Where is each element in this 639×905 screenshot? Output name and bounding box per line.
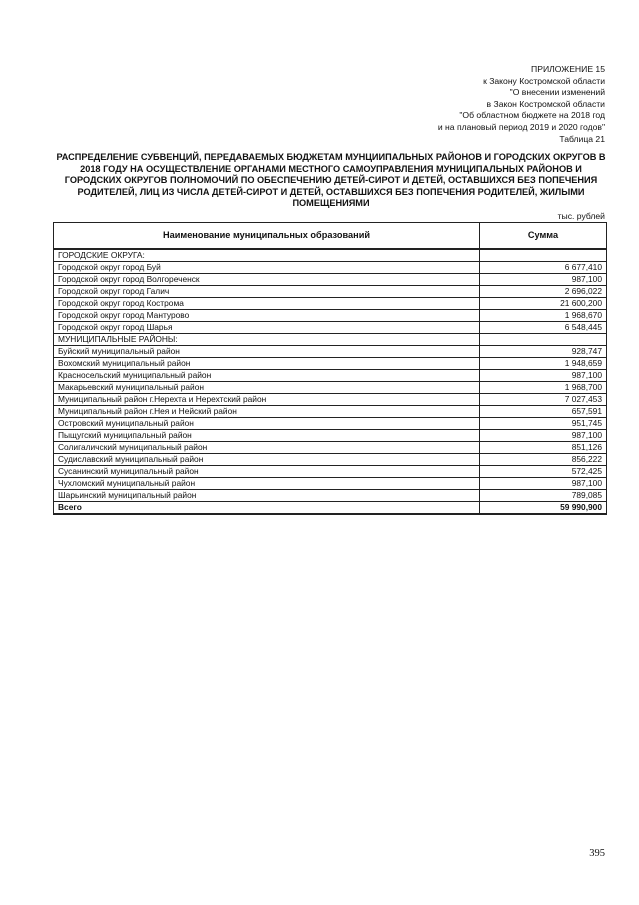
header-sum: Сумма: [480, 223, 607, 250]
table-row: [54, 346, 607, 358]
row-name: Чухломский муниципальный район: [54, 478, 480, 490]
total-row: [54, 502, 607, 515]
page-number: 395: [589, 848, 605, 859]
row-sum: 1 948,659: [480, 358, 607, 370]
table-row: [54, 262, 607, 274]
table-row: [54, 442, 607, 454]
row-sum: 987,100: [480, 430, 607, 442]
annex-line: в Закон Костромской области: [486, 98, 605, 109]
table-row: [54, 370, 607, 382]
row-name: Шарьинский муниципальный район: [54, 490, 480, 502]
annex-line: "О внесении изменений: [509, 87, 605, 98]
document-title: РАСПРЕДЕЛЕНИЕ СУБВЕНЦИЙ, ПЕРЕДАВАЕМЫХ БЮДЖЕТАМ МУНЦИИПАЛЬНЫХ РАЙОНОВ И ГОРОДСКИХ ОКРУГОВ В 2018 ГОДУ НА ОСУЩЕСТВЛЕНИЕ ОРГАНАМИ МЕСТНОГО САМОУПРАВЛЕНИЯ МУНИЦИПАЛЬНЫХ РАЙОНОВ И ГОРОДСКИХ ОКРУГОВ ПОЛНОМОЧИЙ ПО ОБЕСПЕЧЕНИЮ ДЕТЕЙ-СИРОТ И ДЕТЕЙ, ОСТАВШИХСЯ БЕЗ ПОПЕЧЕНИЯ РОДИТЕЛЕЙ, ЛИЦ ИЗ ЧИСЛА ДЕТЕЙ-СИРОТ И ДЕТЕЙ, ОСТАВШИХСЯ БЕЗ ПОПЕЧЕНИЯ РОДИТЕЛЕЙ, ЖИЛЫМИ ПОМЕЩЕНИЯМИ: [56, 152, 606, 209]
row-sum: 7 027,453: [480, 394, 607, 406]
row-sum: 951,745: [480, 418, 607, 430]
header-name: Наименование муниципальных образований: [54, 223, 480, 250]
table-header-row: [54, 223, 607, 250]
table-row: [54, 298, 607, 310]
subvention-table: [53, 222, 607, 515]
table-row: [54, 406, 607, 418]
row-name: Вохомский муниципальный район: [54, 358, 480, 370]
row-sum: 1 968,670: [480, 310, 607, 322]
row-sum: 6 677,410: [480, 262, 607, 274]
table-row: [54, 274, 607, 286]
table-row: [54, 358, 607, 370]
row-name: Островский муниципальный район: [54, 418, 480, 430]
row-sum: 987,100: [480, 370, 607, 382]
annex-line: "Об областном бюджете на 2018 год: [459, 110, 605, 121]
group-sum-cell: [480, 334, 607, 346]
row-name: Сусанинский муниципальный район: [54, 466, 480, 478]
row-name: Городской округ город Буй: [54, 262, 480, 274]
table-row: [54, 322, 607, 334]
row-name: Судиславский муниципальный район: [54, 454, 480, 466]
table-row: [54, 454, 607, 466]
table-row: [54, 466, 607, 478]
row-sum: 928,747: [480, 346, 607, 358]
row-sum: 987,100: [480, 274, 607, 286]
unit-label: тыс. рублей: [557, 211, 605, 221]
table-row: [54, 286, 607, 298]
row-sum: 789,085: [480, 490, 607, 502]
row-name: Макарьевский муниципальный район: [54, 382, 480, 394]
row-sum: 856,222: [480, 454, 607, 466]
row-sum: 572,425: [480, 466, 607, 478]
group-row: [54, 249, 607, 262]
table-row: [54, 394, 607, 406]
row-name: Пыщугский муниципальный район: [54, 430, 480, 442]
row-name: Муниципальный район г.Нея и Нейский район: [54, 406, 480, 418]
row-name: Городской округ город Мантурово: [54, 310, 480, 322]
table-row: [54, 418, 607, 430]
row-name: Городской округ город Шарья: [54, 322, 480, 334]
row-sum: 1 968,700: [480, 382, 607, 394]
annex-line: к Закону Костромской области: [483, 75, 605, 86]
row-name: Городской округ город Галич: [54, 286, 480, 298]
table-row: [54, 430, 607, 442]
annex-line: и на плановый период 2019 и 2020 годов": [437, 121, 605, 132]
row-sum: 987,100: [480, 478, 607, 490]
table-row: [54, 382, 607, 394]
row-name: Солигаличский муниципальный район: [54, 442, 480, 454]
row-name: Буйский муниципальный район: [54, 346, 480, 358]
total-sum: 59 990,900: [480, 502, 607, 515]
group-label: ГОРОДСКИЕ ОКРУГА:: [54, 249, 480, 262]
table-row: [54, 490, 607, 502]
group-sum-cell: [480, 249, 607, 262]
row-sum: 21 600,200: [480, 298, 607, 310]
row-sum: 657,591: [480, 406, 607, 418]
row-name: Муниципальный район г.Нерехта и Нерехтский район: [54, 394, 480, 406]
row-name: Городской округ город Кострома: [54, 298, 480, 310]
annex-header: [325, 64, 605, 145]
annex-line: ПРИЛОЖЕНИЕ 15: [531, 64, 605, 74]
total-label: Всего: [54, 502, 480, 515]
group-row: [54, 334, 607, 346]
row-sum: 2 696,022: [480, 286, 607, 298]
table-row: [54, 310, 607, 322]
group-label: МУНИЦИПАЛЬНЫЕ РАЙОНЫ:: [54, 334, 480, 346]
table-row: [54, 478, 607, 490]
row-name: Городской округ город Волгореченск: [54, 274, 480, 286]
row-sum: 6 548,445: [480, 322, 607, 334]
row-sum: 851,126: [480, 442, 607, 454]
table-number: Таблица 21: [559, 133, 605, 144]
row-name: Красносельский муниципальный район: [54, 370, 480, 382]
